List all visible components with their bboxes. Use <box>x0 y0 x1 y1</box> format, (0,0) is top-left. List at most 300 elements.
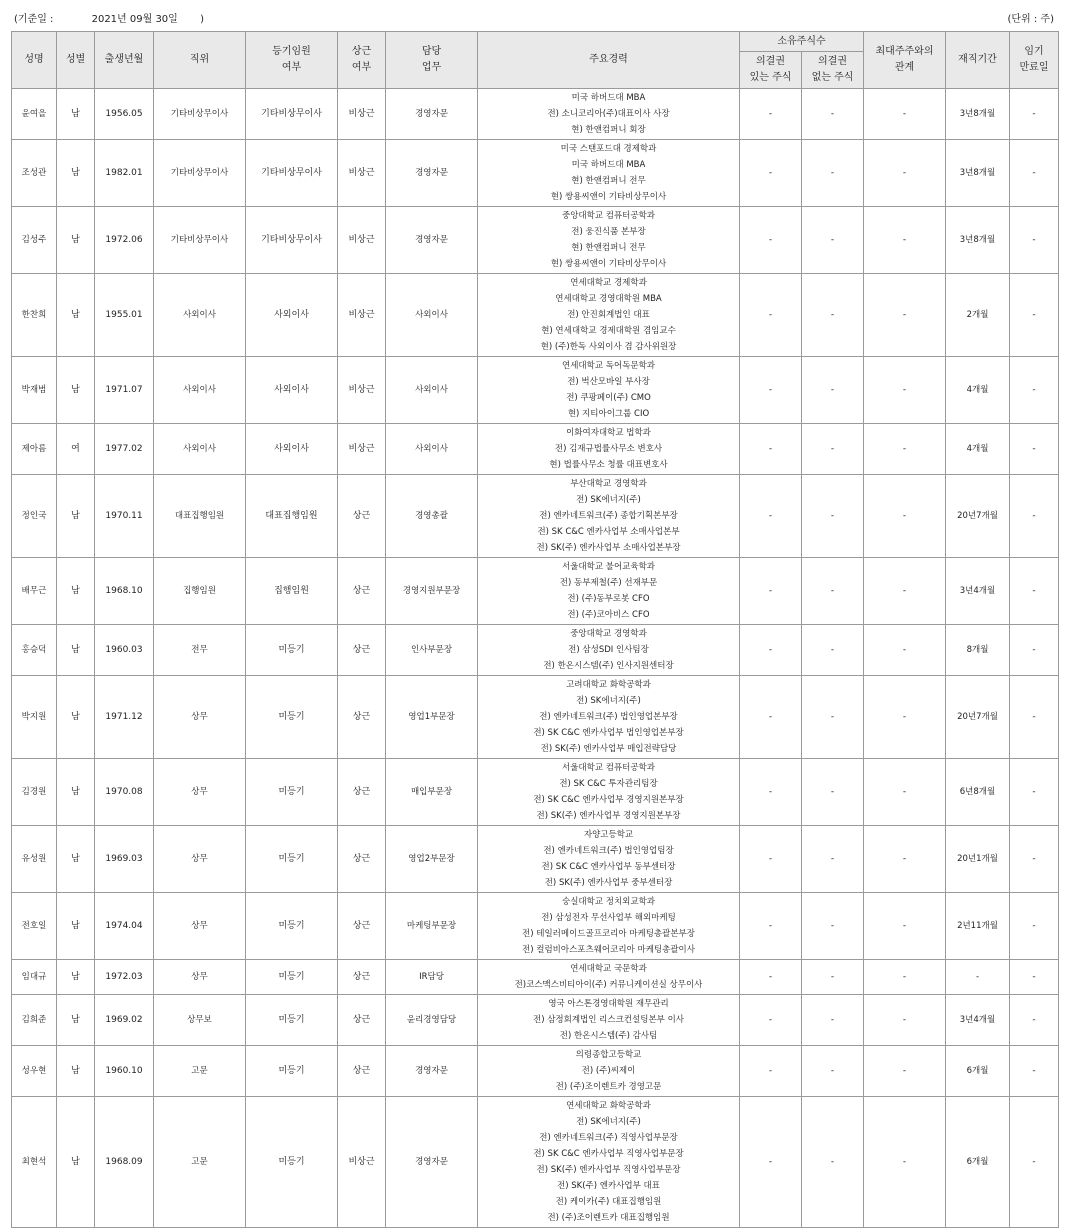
cell-position: 고문 <box>154 1046 246 1097</box>
executive-table <box>11 31 1059 1228</box>
cell-birth: 1972.06 <box>95 207 154 274</box>
cell-gender: 남 <box>57 625 95 676</box>
career-line: 전) 한온시스템(주) 감사팀 <box>559 1031 658 1041</box>
career-line: 전) (주)조이렌트카 경영고문 <box>555 1082 662 1092</box>
cell-career <box>478 826 740 893</box>
col-nonvoting-line2: 없는 주식 <box>811 72 854 83</box>
cell-nonvoting: - <box>802 960 864 995</box>
report-header <box>0 0 1072 32</box>
cell-duty: IR담당 <box>386 960 478 995</box>
cell-voting: - <box>740 424 802 475</box>
table-row <box>12 89 1059 140</box>
cell-position: 기타비상무이사 <box>154 89 246 140</box>
table-row <box>12 1097 1059 1228</box>
cell-term-end: - <box>1010 625 1059 676</box>
cell-voting: - <box>740 207 802 274</box>
cell-term-end: - <box>1010 357 1059 424</box>
cell-birth: 1960.03 <box>95 625 154 676</box>
career-line: 전) 한온시스템(주) 인사지원센터장 <box>543 661 674 671</box>
cell-registered: 미등기 <box>246 826 338 893</box>
cell-fulltime: 비상근 <box>338 89 386 140</box>
cell-nonvoting: - <box>802 676 864 759</box>
cell-fulltime: 비상근 <box>338 140 386 207</box>
career-line: 연세대학교 경제학과 <box>570 278 647 288</box>
cell-position: 사외이사 <box>154 357 246 424</box>
career-line: 전) 케이카(주) 대표집행임원 <box>555 1197 662 1207</box>
cell-position: 상무보 <box>154 995 246 1046</box>
cell-term-end: - <box>1010 995 1059 1046</box>
cell-relation: - <box>864 558 946 625</box>
table-row <box>12 893 1059 960</box>
col-fulltime-line2: 여부 <box>351 62 372 73</box>
table-row <box>12 274 1059 357</box>
col-relation-line2: 관계 <box>894 62 915 73</box>
col-term-line2: 만료일 <box>1019 62 1049 73</box>
career-line: 전) SK C&C 엔카사업부 직영사업부문장 <box>533 1149 684 1159</box>
cell-fulltime: 상근 <box>338 625 386 676</box>
cell-career <box>478 140 740 207</box>
cell-relation: - <box>864 274 946 357</box>
career-line: 전) SK(주) 엔카사업부 대표 <box>557 1181 660 1191</box>
cell-tenure: 8개월 <box>946 625 1010 676</box>
cell-nonvoting: - <box>802 274 864 357</box>
col-term-line1: 임기 <box>1024 46 1044 57</box>
career-line: 현) 한앤컴퍼니 전무 <box>571 176 646 186</box>
career-line: 전) 쿠팡페이(주) CMO <box>566 393 651 403</box>
cell-nonvoting: - <box>802 759 864 826</box>
cell-career <box>478 274 740 357</box>
career-line: 현) 연세대학교 경제대학원 겸임교수 <box>541 326 676 336</box>
cell-nonvoting: - <box>802 357 864 424</box>
col-name: 성명 <box>12 32 57 89</box>
cell-career <box>478 424 740 475</box>
cell-gender: 남 <box>57 1046 95 1097</box>
cell-registered: 대표집행임원 <box>246 475 338 558</box>
cell-name: 김경원 <box>12 759 57 826</box>
cell-tenure: 3년8개월 <box>946 207 1010 274</box>
cell-duty: 매입부문장 <box>386 759 478 826</box>
cell-registered: 사외이사 <box>246 274 338 357</box>
career-line: 서울대학교 불어교육학과 <box>561 562 656 572</box>
cell-relation: - <box>864 759 946 826</box>
career-line: 이화여자대학교 법학과 <box>566 428 651 438</box>
cell-position: 상무 <box>154 826 246 893</box>
cell-position: 사외이사 <box>154 274 246 357</box>
cell-term-end: - <box>1010 140 1059 207</box>
career-line: 전) 컬럼비아스포츠웨어코리아 마케팅총괄이사 <box>522 945 695 955</box>
career-line: 중앙대학교 컴퓨터공학과 <box>561 211 656 221</box>
cell-relation: - <box>864 625 946 676</box>
cell-gender: 남 <box>57 759 95 826</box>
career-line: 전)코스맥스비티아이(주) 커뮤니케이션실 상무이사 <box>514 980 703 990</box>
cell-fulltime: 상근 <box>338 676 386 759</box>
career-line: 자양고등학교 <box>583 830 634 840</box>
cell-term-end: - <box>1010 424 1059 475</box>
cell-birth: 1960.10 <box>95 1046 154 1097</box>
cell-nonvoting: - <box>802 558 864 625</box>
career-line: 전) 삼정회계법인 리스크컨설팅본부 이사 <box>532 1015 684 1025</box>
cell-tenure: - <box>946 960 1010 995</box>
career-line: 전) SK(주) 엔카사업부 경영지원본부장 <box>536 811 681 821</box>
cell-gender: 남 <box>57 207 95 274</box>
cell-duty: 경영자문 <box>386 1097 478 1228</box>
cell-career <box>478 1097 740 1228</box>
career-line: 의령종합고등학교 <box>575 1050 642 1060</box>
cell-name: 홍승덕 <box>12 625 57 676</box>
cell-registered: 미등기 <box>246 676 338 759</box>
career-line: 전) SK C&C 엔카사업부 법인영업본부장 <box>533 728 684 738</box>
cell-relation: - <box>864 893 946 960</box>
cell-birth: 1971.07 <box>95 357 154 424</box>
cell-duty: 윤리경영담당 <box>386 995 478 1046</box>
cell-position: 상무 <box>154 676 246 759</box>
cell-term-end: - <box>1010 207 1059 274</box>
cell-voting: - <box>740 1046 802 1097</box>
col-duty-line2: 업무 <box>421 62 442 73</box>
cell-name: 임대규 <box>12 960 57 995</box>
career-line: 전) SK C&C 엔카사업부 동부센터장 <box>541 862 676 872</box>
cell-relation: - <box>864 207 946 274</box>
career-line: 전) (주)동부로봇 CFO <box>567 594 650 604</box>
cell-birth: 1971.12 <box>95 676 154 759</box>
col-fulltime-line1: 상근 <box>351 46 372 57</box>
cell-tenure: 3년4개월 <box>946 558 1010 625</box>
cell-registered: 기타비상무이사 <box>246 207 338 274</box>
cell-career <box>478 357 740 424</box>
cell-name: 유성원 <box>12 826 57 893</box>
cell-voting: - <box>740 826 802 893</box>
cell-career <box>478 475 740 558</box>
cell-relation: - <box>864 424 946 475</box>
cell-fulltime: 비상근 <box>338 207 386 274</box>
cell-career <box>478 676 740 759</box>
cell-registered: 미등기 <box>246 759 338 826</box>
cell-gender: 남 <box>57 274 95 357</box>
cell-tenure: 20년7개월 <box>946 475 1010 558</box>
career-line: 전) SK에너지(주) <box>576 696 641 706</box>
career-line: 전) SK(주) 엔카사업부 매입전략담당 <box>540 744 677 754</box>
career-line: 숭실대학교 정치외교학과 <box>561 897 656 907</box>
career-line: 전) 소니코리아(주)대표이사 사장 <box>547 109 670 119</box>
cell-fulltime: 상근 <box>338 1046 386 1097</box>
table-row <box>12 1046 1059 1097</box>
cell-position: 기타비상무이사 <box>154 207 246 274</box>
cell-fulltime: 비상근 <box>338 357 386 424</box>
cell-term-end: - <box>1010 274 1059 357</box>
cell-name: 배무근 <box>12 558 57 625</box>
cell-term-end: - <box>1010 960 1059 995</box>
cell-duty: 경영지원부문장 <box>386 558 478 625</box>
career-line: 영국 아스톤경영대학원 재무관리 <box>548 999 669 1009</box>
cell-registered: 미등기 <box>246 1046 338 1097</box>
cell-registered: 기타비상무이사 <box>246 89 338 140</box>
cell-tenure: 2개월 <box>946 274 1010 357</box>
cell-fulltime: 비상근 <box>338 424 386 475</box>
cell-tenure: 20년1개월 <box>946 826 1010 893</box>
cell-career <box>478 207 740 274</box>
cell-registered: 사외이사 <box>246 424 338 475</box>
col-position: 직위 <box>154 32 246 89</box>
base-date-value: 2021년 09월 30일 <box>91 14 178 25</box>
table-row <box>12 357 1059 424</box>
career-line: 전) 삼성SDI 인사팀장 <box>568 645 649 655</box>
cell-nonvoting: - <box>802 89 864 140</box>
cell-gender: 남 <box>57 995 95 1046</box>
cell-tenure: 20년7개월 <box>946 676 1010 759</box>
cell-term-end: - <box>1010 558 1059 625</box>
career-line: 전) (주)코아비스 CFO <box>567 610 650 620</box>
cell-name: 김성주 <box>12 207 57 274</box>
cell-duty: 사외이사 <box>386 424 478 475</box>
career-line: 연세대학교 국문학과 <box>570 964 647 974</box>
cell-position: 상무 <box>154 759 246 826</box>
base-date-label: (기준일 : <box>14 14 54 25</box>
cell-gender: 남 <box>57 826 95 893</box>
cell-voting: - <box>740 759 802 826</box>
col-registered-line1: 등기임원 <box>272 46 311 57</box>
unit-label: (단위 : 주) <box>1007 14 1054 25</box>
career-line: 전) 테일러메이드골프코리아 마케팅총괄본부장 <box>522 929 695 939</box>
career-line: 전) SK C&C 엔카사업부 경영지원본부장 <box>533 795 684 805</box>
cell-birth: 1968.09 <box>95 1097 154 1228</box>
cell-relation: - <box>864 357 946 424</box>
cell-position: 상무 <box>154 893 246 960</box>
cell-career <box>478 558 740 625</box>
table-row <box>12 759 1059 826</box>
table-row <box>12 960 1059 995</box>
cell-fulltime: 상근 <box>338 960 386 995</box>
cell-duty: 경영자문 <box>386 207 478 274</box>
cell-nonvoting: - <box>802 207 864 274</box>
cell-fulltime: 상근 <box>338 893 386 960</box>
col-career: 주요경력 <box>478 32 740 89</box>
cell-registered: 미등기 <box>246 625 338 676</box>
cell-birth: 1955.01 <box>95 274 154 357</box>
cell-name: 조성관 <box>12 140 57 207</box>
cell-relation: - <box>864 140 946 207</box>
career-line: 연세대학교 독어독문학과 <box>561 361 656 371</box>
cell-voting: - <box>740 140 802 207</box>
cell-position: 전무 <box>154 625 246 676</box>
cell-name: 김희준 <box>12 995 57 1046</box>
cell-registered: 미등기 <box>246 1097 338 1228</box>
career-line: 전) 웅진식품 본부장 <box>571 227 646 237</box>
cell-voting: - <box>740 625 802 676</box>
career-line: 현) 쌍용씨앤이 기타비상무이사 <box>550 259 667 269</box>
career-line: 전) SK에너지(주) <box>576 1117 641 1127</box>
cell-duty: 마케팅부문장 <box>386 893 478 960</box>
career-line: 연세대학교 경영대학원 MBA <box>555 294 662 304</box>
col-duty-line1: 담당 <box>421 46 442 57</box>
cell-tenure: 2년11개월 <box>946 893 1010 960</box>
career-line: 현) 법률사무소 청률 대표변호사 <box>549 460 668 470</box>
table-body <box>12 89 1059 1228</box>
cell-gender: 남 <box>57 1097 95 1228</box>
cell-birth: 1974.04 <box>95 893 154 960</box>
cell-name: 제아름 <box>12 424 57 475</box>
career-line: 현) (주)한독 사외이사 겸 감사위원장 <box>540 342 677 352</box>
table-row <box>12 140 1059 207</box>
cell-position: 상무 <box>154 960 246 995</box>
cell-name: 성우현 <box>12 1046 57 1097</box>
cell-tenure: 3년4개월 <box>946 995 1010 1046</box>
cell-registered: 집행임원 <box>246 558 338 625</box>
cell-tenure: 6개월 <box>946 1046 1010 1097</box>
cell-duty: 경영자문 <box>386 1046 478 1097</box>
cell-gender: 여 <box>57 424 95 475</box>
cell-fulltime: 상근 <box>338 759 386 826</box>
career-line: 전) 엔카네트워크(주) 법인영업팀장 <box>543 846 674 856</box>
cell-duty: 영업2부문장 <box>386 826 478 893</box>
cell-fulltime: 상근 <box>338 558 386 625</box>
cell-nonvoting: - <box>802 826 864 893</box>
cell-term-end: - <box>1010 1097 1059 1228</box>
cell-duty: 경영자문 <box>386 89 478 140</box>
cell-term-end: - <box>1010 676 1059 759</box>
cell-fulltime: 비상근 <box>338 274 386 357</box>
cell-voting: - <box>740 1097 802 1228</box>
cell-name: 박재범 <box>12 357 57 424</box>
cell-duty: 경영총괄 <box>386 475 478 558</box>
cell-position: 집행임원 <box>154 558 246 625</box>
cell-fulltime: 비상근 <box>338 1097 386 1228</box>
cell-nonvoting: - <box>802 1097 864 1228</box>
cell-name: 정인국 <box>12 475 57 558</box>
cell-duty: 인사부문장 <box>386 625 478 676</box>
col-term-end <box>1010 32 1059 89</box>
cell-career <box>478 1046 740 1097</box>
cell-position: 대표집행임원 <box>154 475 246 558</box>
cell-birth: 1969.02 <box>95 995 154 1046</box>
table-row <box>12 424 1059 475</box>
cell-name: 전호일 <box>12 893 57 960</box>
cell-voting: - <box>740 676 802 759</box>
table-row <box>12 558 1059 625</box>
cell-name: 한찬희 <box>12 274 57 357</box>
career-line: 현) 한앤컴퍼니 회장 <box>571 125 646 135</box>
career-line: 전) 삼성전자 무선사업부 해외마케팅 <box>541 913 676 923</box>
cell-registered: 사외이사 <box>246 357 338 424</box>
table-header <box>12 32 1059 89</box>
cell-registered: 미등기 <box>246 893 338 960</box>
cell-name: 박지원 <box>12 676 57 759</box>
cell-name: 최현석 <box>12 1097 57 1228</box>
cell-registered: 기타비상무이사 <box>246 140 338 207</box>
cell-nonvoting: - <box>802 475 864 558</box>
table-row <box>12 995 1059 1046</box>
col-shares-group: 소유주식수 <box>740 32 864 52</box>
base-date <box>14 10 204 25</box>
cell-term-end: - <box>1010 893 1059 960</box>
col-voting <box>740 52 802 89</box>
cell-nonvoting: - <box>802 995 864 1046</box>
cell-gender: 남 <box>57 960 95 995</box>
cell-relation: - <box>864 960 946 995</box>
career-line: 서울대학교 컴퓨터공학과 <box>561 763 656 773</box>
cell-career <box>478 759 740 826</box>
cell-duty: 영업1부문장 <box>386 676 478 759</box>
col-nonvoting <box>802 52 864 89</box>
cell-birth: 1977.02 <box>95 424 154 475</box>
career-line: 전) 엔카네트워크(주) 직영사업부문장 <box>539 1133 678 1143</box>
base-date-close: ) <box>200 14 205 25</box>
career-line: 전) (주)씨제이 <box>581 1066 636 1076</box>
table-row <box>12 676 1059 759</box>
cell-tenure: 6개월 <box>946 1097 1010 1228</box>
cell-tenure: 4개월 <box>946 357 1010 424</box>
cell-position: 고문 <box>154 1097 246 1228</box>
cell-gender: 남 <box>57 89 95 140</box>
col-relation <box>864 32 946 89</box>
cell-voting: - <box>740 89 802 140</box>
cell-relation: - <box>864 676 946 759</box>
career-line: 현) 쌍용씨앤이 기타비상무이사 <box>550 192 667 202</box>
cell-duty: 사외이사 <box>386 357 478 424</box>
col-tenure: 재직기간 <box>946 32 1010 89</box>
col-nonvoting-line1: 의결권 <box>818 56 847 67</box>
cell-tenure: 3년8개월 <box>946 140 1010 207</box>
cell-nonvoting: - <box>802 140 864 207</box>
col-registered-line2: 여부 <box>281 62 302 73</box>
cell-voting: - <box>740 475 802 558</box>
cell-voting: - <box>740 357 802 424</box>
career-line: 전) (주)조이렌트카 대표집행임원 <box>547 1213 670 1223</box>
col-voting-line2: 있는 주식 <box>749 72 792 83</box>
col-gender: 성별 <box>57 32 95 89</box>
cell-duty: 사외이사 <box>386 274 478 357</box>
cell-gender: 남 <box>57 893 95 960</box>
cell-name: 윤여을 <box>12 89 57 140</box>
cell-nonvoting: - <box>802 625 864 676</box>
cell-tenure: 4개월 <box>946 424 1010 475</box>
cell-nonvoting: - <box>802 1046 864 1097</box>
cell-birth: 1972.03 <box>95 960 154 995</box>
cell-relation: - <box>864 475 946 558</box>
cell-term-end: - <box>1010 89 1059 140</box>
career-line: 전) SK(주) 엔카사업부 직영사업부문장 <box>536 1165 681 1175</box>
col-registered <box>246 32 338 89</box>
col-relation-line1: 최대주주와의 <box>875 46 934 57</box>
career-line: 연세대학교 화학공학과 <box>566 1101 651 1111</box>
col-voting-line1: 의결권 <box>756 56 785 67</box>
col-duty <box>386 32 478 89</box>
table-row <box>12 207 1059 274</box>
cell-career <box>478 89 740 140</box>
cell-nonvoting: - <box>802 893 864 960</box>
cell-career <box>478 893 740 960</box>
career-line: 전) SK(주) 엔카사업부 중부센터장 <box>544 878 673 888</box>
cell-voting: - <box>740 995 802 1046</box>
table-row <box>12 826 1059 893</box>
cell-voting: - <box>740 274 802 357</box>
table-row <box>12 625 1059 676</box>
career-line: 전) SK C&C 엔카사업부 소매사업본부 <box>537 527 680 537</box>
cell-tenure: 6년8개월 <box>946 759 1010 826</box>
cell-relation: - <box>864 1046 946 1097</box>
cell-birth: 1970.11 <box>95 475 154 558</box>
career-line: 전) 벅산모바일 부사장 <box>567 377 650 387</box>
cell-fulltime: 상근 <box>338 826 386 893</box>
cell-voting: - <box>740 960 802 995</box>
cell-nonvoting: - <box>802 424 864 475</box>
career-line: 전) SK C&C 투자관리팀장 <box>559 779 658 789</box>
cell-relation: - <box>864 826 946 893</box>
career-line: 미국 스탠포드대 경제학과 <box>560 144 657 154</box>
cell-relation: - <box>864 1097 946 1228</box>
career-line: 중앙대학교 경영학과 <box>570 629 647 639</box>
cell-gender: 남 <box>57 140 95 207</box>
career-line: 전) 동부제철(주) 선재부문 <box>559 578 658 588</box>
